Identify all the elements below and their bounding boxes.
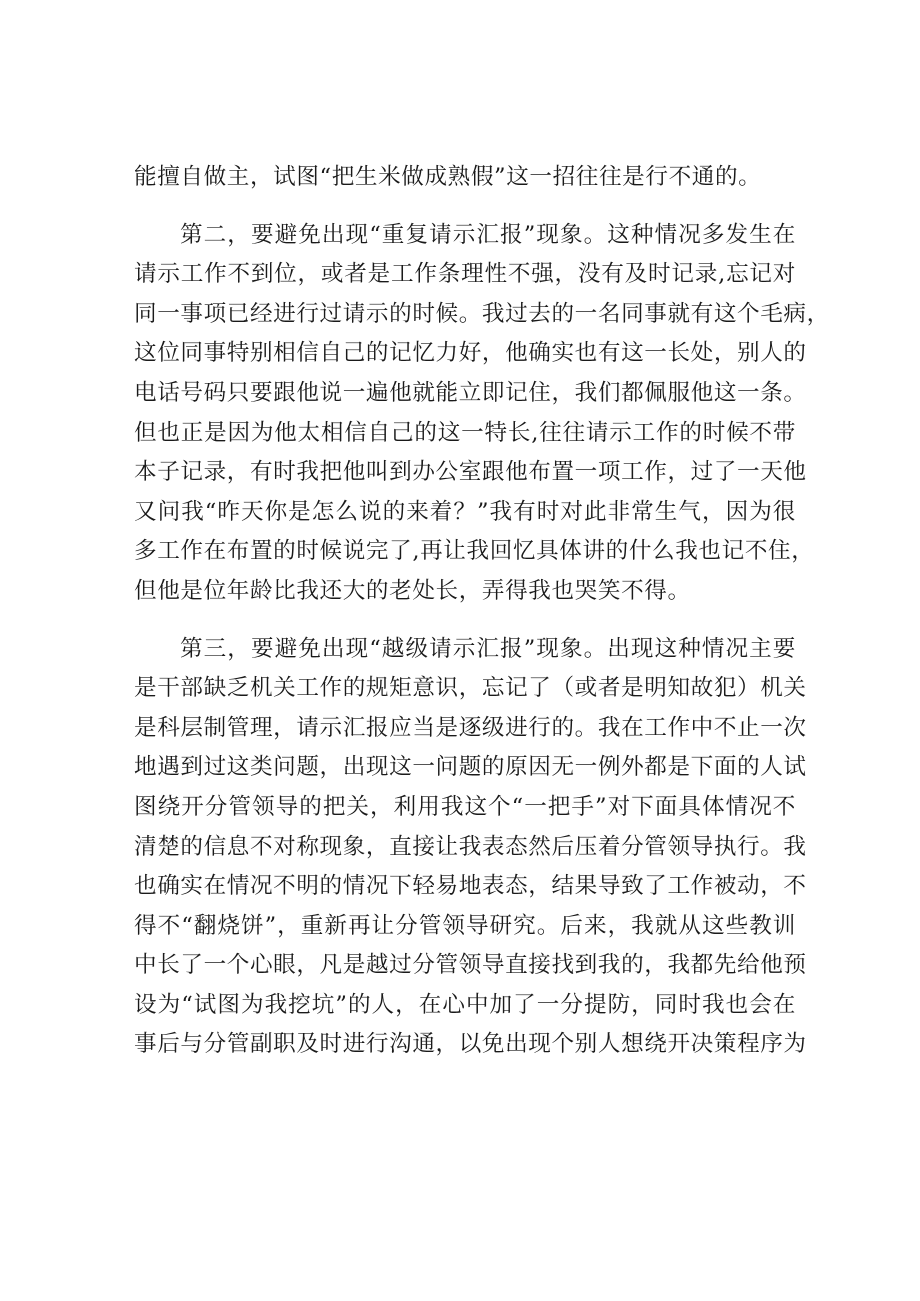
paragraph-spacer bbox=[134, 198, 796, 216]
text-line: 事后与分管副职及时进行沟通，以免出现个别人想绕开决策程序为 bbox=[134, 1031, 807, 1058]
text-line: 但他是位年龄比我还大的老处长，弄得我也哭笑不得。 bbox=[134, 577, 691, 604]
text-line: 第三，要避免出现“越级请示汇报”现象。出现这种情况主要 bbox=[180, 635, 796, 662]
paragraph-continuation bbox=[134, 158, 796, 198]
document-body bbox=[134, 158, 830, 1065]
paragraph-spacer bbox=[134, 612, 796, 630]
text-line: 本子记录，有时我把他叫到办公室跟他布置一项工作，过了一天他 bbox=[134, 459, 807, 486]
paragraph-third-point bbox=[134, 630, 807, 1066]
text-line: 但也正是因为他太相信自己的这一特长,往往请示工作的时候不带 bbox=[134, 419, 796, 446]
text-line: 地遇到过这类问题，出现这一问题的原因无一例外都是下面的人试 bbox=[134, 754, 807, 781]
text-line: 是科层制管理，请示汇报应当是逐级进行的。我在工作中不止一次 bbox=[134, 714, 807, 741]
text-line: 第二，要避免出现“重复请示汇报”现象。这种情况多发生在 bbox=[180, 221, 796, 248]
text-line: 是干部缺乏机关工作的规矩意识，忘记了（或者是明知故犯）机关 bbox=[134, 675, 807, 702]
text-line: 请示工作不到位，或者是工作条理性不强，没有及时记录,忘记对 bbox=[134, 261, 796, 288]
text-line: 设为“试图为我挖坑”的人，在心中加了一分提防，同时我也会在 bbox=[134, 991, 796, 1018]
text-line: 又问我“昨天你是怎么说的来着？”我有时对此非常生气，因为很 bbox=[134, 498, 796, 525]
paragraph-second-point bbox=[134, 216, 830, 612]
text-line: 得不“翻烧饼”，重新再让分管领导研究。后来，我就从这些教训 bbox=[134, 912, 796, 939]
text-line: 图绕开分管领导的把关，利用我这个“一把手”对下面具体情况不 bbox=[134, 793, 796, 820]
text-line: 电话号码只要跟他说一遍他就能立即记住，我们都佩服他这一条。 bbox=[134, 379, 807, 406]
text-line: 也确实在情况不明的情况下轻易地表态，结果导致了工作被动，不 bbox=[134, 873, 807, 900]
text-line: 能擅自做主，试图“把生米做成熟假”这一招往往是行不通的。 bbox=[134, 164, 762, 190]
text-line: 中长了一个心眼，凡是越过分管领导直接找到我的，我都先给他预 bbox=[134, 952, 807, 979]
text-line: 这位同事特别相信自己的记忆力好，他确实也有这一长处，别人的 bbox=[134, 340, 807, 367]
text-line: 清楚的信息不对称现象，直接让我表态然后压着分管领导执行。我 bbox=[134, 833, 807, 860]
text-line: 同一事项已经进行过请示的时候。我过去的一名同事就有这个毛病， bbox=[134, 300, 830, 327]
text-line: 多工作在布置的时候说完了,再让我回忆具体讲的什么我也记不住， bbox=[134, 538, 815, 565]
